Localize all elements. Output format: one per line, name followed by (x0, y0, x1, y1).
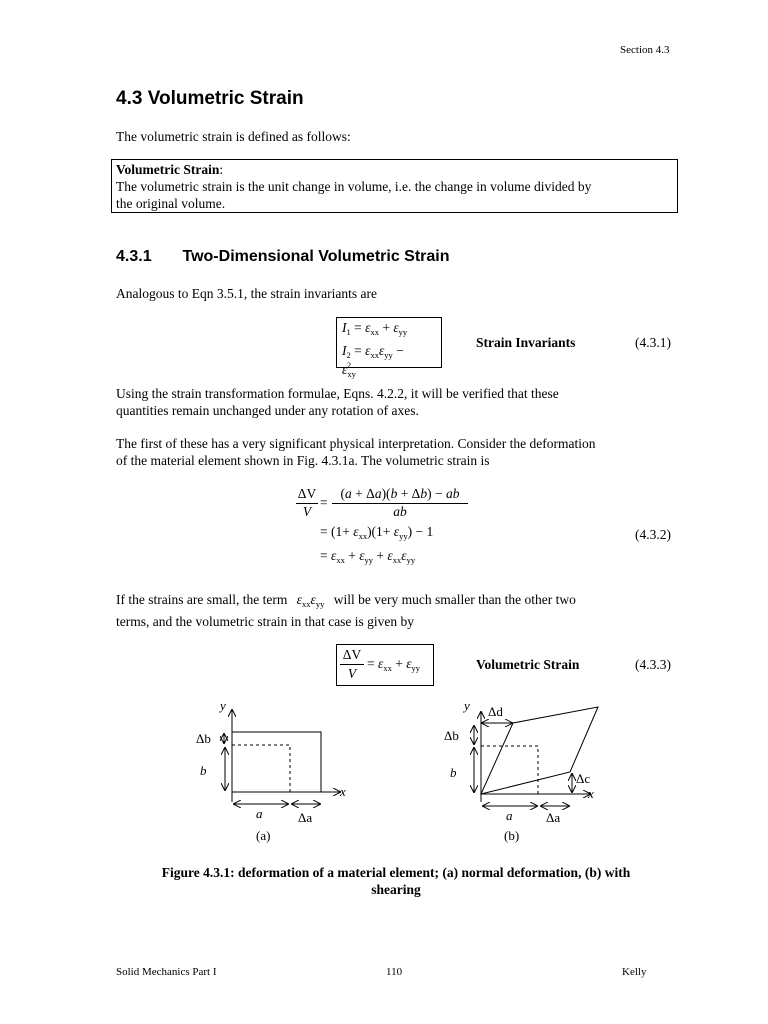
paragraph-2-line1: Using the strain transformation formulae, Eqns. 4.2.2, it will be verified that these (116, 386, 559, 401)
label-db-a: Δb (196, 731, 211, 746)
definition-term: Volumetric Strain (116, 162, 220, 177)
frac-dv-v-num: ΔV (297, 486, 317, 501)
label-a-b: a (506, 808, 513, 823)
equation-line-3: = $\varepsilon_{xx} + \varepsilon_{yy} + \varepsilon_{xx}\varepsilon_{yy}$ (320, 548, 416, 565)
figure-a-label: (a) (256, 828, 271, 843)
footer-right: Kelly (622, 966, 647, 978)
section-heading (116, 88, 304, 110)
frac-dv-v-den: V (302, 504, 312, 519)
subsection-heading (116, 248, 450, 266)
running-header: Section 4.3 (620, 44, 670, 56)
label-x-b: x (588, 786, 594, 801)
equation-4-3-1-label: Strain Invariants (476, 335, 576, 350)
figure-caption (116, 864, 676, 898)
label-b-b: b (450, 765, 457, 780)
frac-rhs-den: ab (393, 504, 407, 519)
original-rect-a (232, 745, 290, 792)
paragraph-4-part-b: will be very much smaller than the other two (333, 592, 576, 607)
caption-line2: shearing (371, 882, 421, 897)
figure-b (440, 690, 620, 850)
equation-4-3-3-box: ΔV V = $\varepsilon_{xx} + \varepsilon_{yy}$ (336, 644, 434, 686)
section-number: 4.3 (116, 88, 143, 109)
footer-left: Solid Mechanics Part I (116, 966, 217, 978)
paragraph-3-line1: The first of these has a very significant physical interpretation. Consider the deformation (116, 436, 596, 451)
section-title: Volumetric Strain (147, 88, 304, 109)
subsection-number: 4.3.1 (116, 248, 152, 265)
label-dd-b: Δd (488, 704, 503, 719)
definition-box: Volumetric Strain: The volumetric strain is the unit change in volume, i.e. the change in volume divided by the original volume. (111, 159, 678, 213)
figure-a (180, 690, 360, 850)
deformed-rect-a (232, 732, 321, 792)
invariant-i2: $I_2 = \varepsilon_{xx}\varepsilon_{yy} - \varepsilon_{xy}^2$ (342, 343, 404, 379)
equation-4-3-1-box (336, 317, 442, 379)
frac-rhs-num: (a + Δa)(b + Δb) − ab (340, 486, 460, 501)
figure-b-label: (b) (504, 828, 520, 843)
label-b-a: b (200, 763, 207, 778)
label-y-b: y (464, 698, 470, 713)
invariant-i1: $I_1 = \varepsilon_{xx} + \varepsilon_{yy}$ (342, 320, 408, 337)
label-dc-b: Δc (576, 771, 591, 786)
label-db-b: Δb (444, 728, 459, 743)
equation-4-3-3-label: Volumetric Strain (476, 657, 580, 672)
paragraph-4-part-a: If the strains are small, the term (116, 592, 288, 607)
equation-4-3-3-number: (4.3.3) (635, 657, 671, 672)
subsection-title: Two-Dimensional Volumetric Strain (182, 248, 450, 265)
caption-line1: Figure 4.3.1: deformation of a material element; (a) normal deformation, (b) with (161, 865, 631, 880)
intro-text: The volumetric strain is defined as follows: (116, 129, 351, 144)
equation-line-2: = $(1+ \varepsilon_{xx})(1+ \varepsilon_{yy}) - 1$ (320, 524, 434, 541)
paragraph-4-line2: terms, and the volumetric strain in that case is given by (116, 614, 415, 629)
paragraph-3 (116, 435, 595, 469)
equation-4-3-2-number: (4.3.2) (635, 527, 671, 542)
page-number: 110 (386, 966, 403, 978)
label-a-a: a (256, 806, 263, 821)
paragraph-4-line1: If the strains are small, the term $\varepsilon_{xx}\varepsilon_{yy}$ will be very much smaller than the other two (116, 592, 576, 609)
label-da-b: Δa (546, 810, 561, 825)
paragraph-2 (116, 385, 559, 419)
paragraph-2-line2: quantities remain unchanged under any rotation of axes. (116, 403, 419, 418)
label-y-a: y (220, 698, 226, 713)
equation-4-3-1-number: (4.3.1) (635, 335, 671, 350)
definition-line1: The volumetric strain is the unit change in volume, i.e. the change in volume divided by (116, 179, 592, 194)
label-x-a: x (340, 784, 346, 799)
paragraph-1: Analogous to Eqn 3.5.1, the strain invariants are (116, 286, 377, 301)
label-da-a: Δa (298, 810, 313, 825)
definition-line2: the original volume. (116, 196, 226, 211)
paragraph-3-line2: of the material element shown in Fig. 4.3.1a. The volumetric strain is (116, 453, 490, 468)
